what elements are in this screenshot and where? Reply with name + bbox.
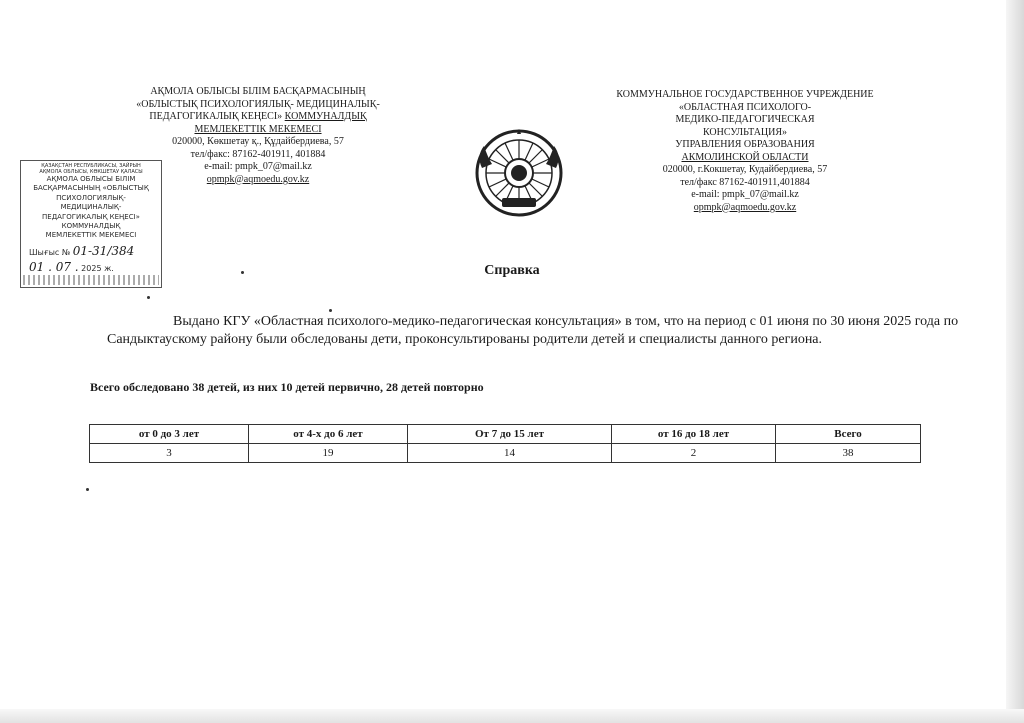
- header-left-line2: «ОБЛЫСТЫҚ ПСИХОЛОГИЯЛЫҚ- МЕДИЦИНАЛЫҚ-: [136, 98, 380, 110]
- header-right-line2: «ОБЛАСТНАЯ ПСИХОЛОГО-: [678, 101, 812, 113]
- table-cell: 3: [90, 444, 249, 463]
- scan-speck: [329, 309, 332, 312]
- page-edge-right: [1006, 0, 1024, 723]
- stamp-line8: КОММУНАЛДЫҚ: [61, 222, 121, 231]
- table-header-cell: От 7 до 15 лет: [408, 425, 612, 444]
- header-left-line3: [108, 111, 408, 124]
- table-header-cell: Всего: [776, 425, 921, 444]
- stamp-line4: БАСҚАРМАСЫНЫҢ «ОБЛЫСТЫҚ: [33, 184, 149, 193]
- stamp-line3: АҚМОЛА ОБЛЫСЫ БІЛІМ: [46, 175, 136, 183]
- stamp-line9: МЕМЛЕКЕТТІК МЕКЕМЕСІ: [45, 231, 137, 240]
- scan-speck: [241, 271, 244, 274]
- header-right-line6: АКМОЛИНСКОЙ ОБЛАСТИ: [681, 151, 809, 163]
- header-right-line5: УПРАВЛЕНИЯ ОБРАЗОВАНИЯ: [675, 139, 815, 150]
- stamp-date-value: 01 . 07 .: [29, 260, 79, 274]
- table-header-row: [90, 425, 921, 444]
- age-stats-table: [89, 424, 921, 463]
- table-cell: 19: [249, 444, 408, 463]
- stamp-number-value: 01-31/384: [72, 244, 135, 258]
- header-left-line3a: ПЕДАГОГИКАЛЫҚ КЕҢЕСІ»: [149, 111, 283, 122]
- page-edge-bottom: [0, 709, 1024, 723]
- document-summary: Всего обследовано 38 детей, из них 10 детей первично, 28 детей повторно: [90, 380, 484, 394]
- header-right-line4: КОНСУЛЬТАЦИЯ»: [702, 126, 788, 138]
- header-left-line1: АҚМОЛА ОБЛЫСЫ БІЛІМ БАСҚАРМАСЫНЫҢ: [150, 86, 366, 97]
- table-row: [90, 444, 921, 463]
- header-right-russian: [600, 89, 890, 214]
- header-right-address: 020000, г.Кокшетау, Кудайбердиева, 57: [662, 164, 828, 175]
- stamp-line5: ПСИХОЛОГИЯЛЫҚ-: [56, 193, 126, 202]
- header-left-phone: тел/факс: 87162-401911, 401884: [190, 148, 326, 160]
- header-left-address: 020000, Көкшетау қ., Құдайбердиева, 57: [172, 136, 344, 147]
- document-body: Выдано КГУ «Областная психолого-медико-педагогическая консультация» в том, что на период с 01 июня по 30 июня 2025 года по Сандыктаускому району были обследованы дети, проконсультированы родители детей и специалисты данного региона.: [107, 314, 959, 347]
- stamp-line6: МЕДИЦИНАЛЫҚ-: [60, 203, 122, 212]
- header-right-line3: МЕДИКО-ПЕДАГОГИЧЕСКАЯ: [675, 114, 815, 125]
- header-left-email: e-mail: pmpk_07@mail.kz: [204, 161, 312, 172]
- header-right-site[interactable]: opmpk@aqmoedu.gov.kz: [693, 201, 797, 213]
- header-left-site[interactable]: opmpk@aqmoedu.gov.kz: [206, 173, 310, 185]
- table-header-cell: от 0 до 3 лет: [90, 425, 249, 444]
- table-cell: 14: [408, 444, 612, 463]
- stamp-line2: АҚМОЛА ОБЛЫСЫ, КӨКШЕТАУ ҚАЛАСЫ: [39, 169, 143, 175]
- scan-speck: [86, 488, 89, 491]
- stamp-date-year: 2025 ж.: [81, 264, 114, 273]
- header-right-phone: тел/факс 87162-401911,401884: [680, 176, 810, 188]
- header-left-line3b: КОММУНАЛДЫҚ: [284, 111, 367, 122]
- stamp-number: [29, 244, 157, 258]
- table-cell: 38: [776, 444, 921, 463]
- stamp-line1: ҚАЗАҚСТАН РЕСПУБЛИКАСЫ, ЗАЙРЫН: [41, 163, 141, 169]
- header-left-line4: МЕМЛЕКЕТТІК МЕКЕМЕСІ: [194, 123, 322, 135]
- table-cell: 2: [612, 444, 776, 463]
- header-right-line1: КОММУНАЛЬНОЕ ГОСУДАРСТВЕННОЕ УЧРЕЖДЕНИЕ: [616, 89, 874, 100]
- table-header-cell: от 16 до 18 лет: [612, 425, 776, 444]
- header-right-email: e-mail: pmpk_07@mail.kz: [691, 189, 799, 200]
- scan-speck: [147, 296, 150, 299]
- document-title: Справка: [484, 263, 540, 278]
- kazakhstan-state-emblem-icon: [474, 128, 564, 218]
- table-header-cell: от 4-х до 6 лет: [249, 425, 408, 444]
- stamp-line7: ПЕДАГОГИКАЛЫҚ КЕҢЕСІ»: [42, 212, 140, 221]
- stamp-number-label: Шығыс №: [29, 248, 71, 257]
